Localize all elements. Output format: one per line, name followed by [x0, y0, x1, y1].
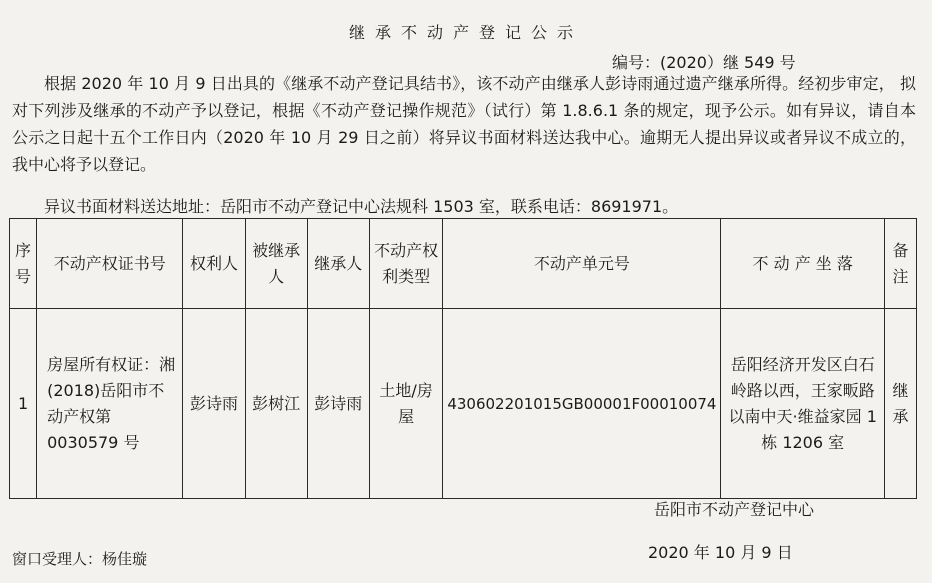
issuing-organization: 岳阳市不动产登记中心 [654, 500, 815, 519]
header-remark: 备注 [884, 219, 916, 309]
header-unit-no: 不动产单元号 [443, 219, 721, 309]
cell-remark: 继承 [884, 309, 916, 499]
cell-heir: 彭诗雨 [307, 309, 369, 499]
inheritance-table [9, 218, 917, 499]
header-deceased: 被继承人 [245, 219, 307, 309]
header-owner: 权利人 [183, 219, 245, 309]
notice-title: 继承不动产登记公示 [348, 23, 583, 42]
cell-right-type: 土地/房屋 [369, 309, 443, 499]
cell-seq: 1 [10, 309, 37, 499]
header-right-type: 不动产权利类型 [369, 219, 443, 309]
notice-number: 编号：(2020）继 549 号 [612, 53, 796, 72]
notice-paragraph: 根据 2020 年 10 月 9 日出具的《继承不动产登记具结书》，该不动产由继承人彭诗雨通过遗产继承所得。经初步审定， 拟对下列涉及继承的不动产予以登记，根据《不动产登记操作规范》（试行）第 1.8.6.1 条的规定，现予公示。如有异议，请自本公示之日起十五个工作日内（2020 年 10 月 29 日之前）将异议书面材料送达我中心。逾期无人提出异议或者异议不成立的，我中心将予以登记。 [12, 74, 916, 174]
cell-deceased: 彭树江 [245, 309, 307, 499]
header-cert-no: 不动产权证书号 [37, 219, 183, 309]
window-clerk: 窗口受理人：杨佳璇 [12, 550, 148, 568]
objection-address: 异议书面材料送达地址：岳阳市不动产登记中心法规科 1503 室，联系电话：8691971。 [44, 197, 679, 216]
cell-cert-no: 房屋所有权证：湘(2018)岳阳市不动产权第 0030579 号 [37, 309, 183, 499]
header-heir: 继承人 [307, 219, 369, 309]
issue-date: 2020 年 10 月 9 日 [648, 543, 793, 562]
header-seq: 序号 [10, 219, 37, 309]
table-header-row [10, 219, 917, 309]
cell-location: 岳阳经济开发区白石岭路以西，王家畈路以南中天·维益家园 1 栋 1206 室 [721, 309, 884, 499]
table-row [10, 309, 917, 499]
header-location: 不 动 产 坐 落 [721, 219, 884, 309]
cell-owner: 彭诗雨 [183, 309, 245, 499]
cell-unit-no: 430602201015GB00001F00010074 [443, 309, 721, 499]
